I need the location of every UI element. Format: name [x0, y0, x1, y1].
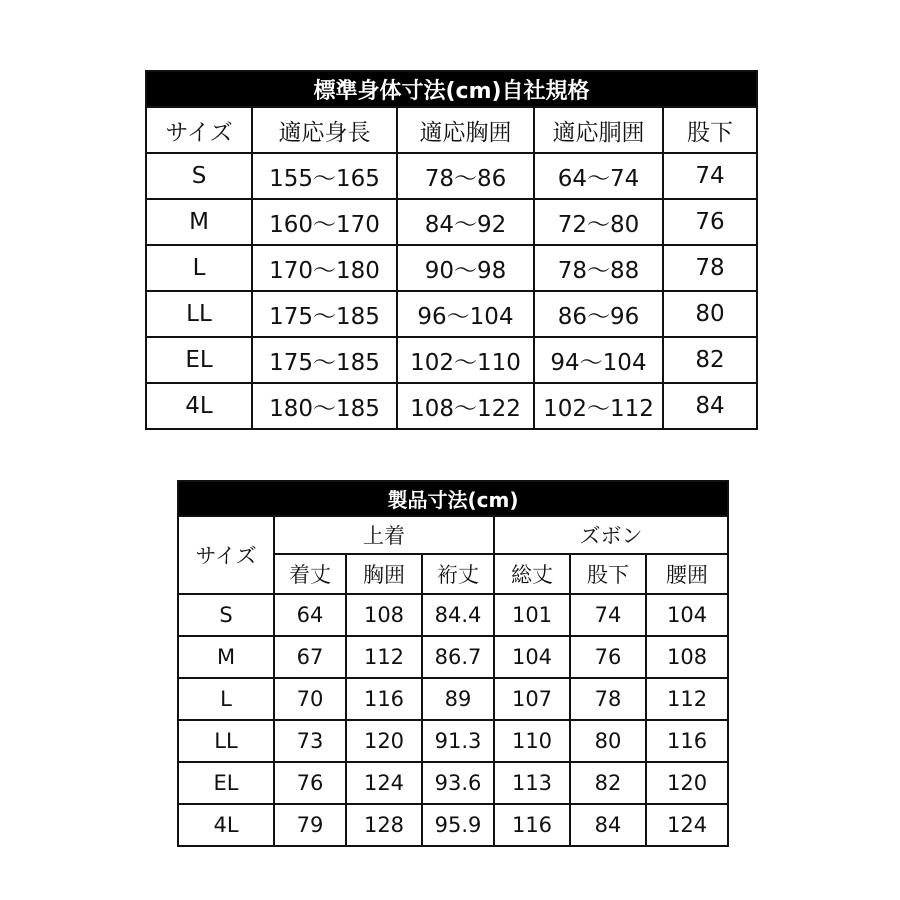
height-cell: 180〜185 — [252, 383, 397, 429]
chest-cell: 84〜92 — [397, 199, 534, 245]
header-sleeve: 裄丈 — [422, 554, 494, 594]
size-cell: LL — [146, 291, 252, 337]
height-cell: 175〜185 — [252, 337, 397, 383]
inseam-cell: 74 — [663, 153, 757, 199]
chest-cell: 78〜86 — [397, 153, 534, 199]
total-length-cell: 116 — [494, 804, 570, 846]
header-inseam: 股下 — [570, 554, 646, 594]
size-cell: M — [178, 636, 274, 678]
hip-cell: 108 — [646, 636, 728, 678]
group-pants: ズボン — [494, 516, 728, 554]
table-row — [146, 245, 757, 291]
table-row — [178, 594, 728, 636]
inseam-cell: 78 — [570, 678, 646, 720]
size-cell: S — [178, 594, 274, 636]
size-cell: L — [178, 678, 274, 720]
header-waist: 適応胴囲 — [534, 107, 663, 153]
chest-cell: 96〜104 — [397, 291, 534, 337]
sleeve-cell: 84.4 — [422, 594, 494, 636]
hip-cell: 104 — [646, 594, 728, 636]
table-row — [146, 199, 757, 245]
size-cell: 4L — [178, 804, 274, 846]
length-cell: 70 — [274, 678, 346, 720]
size-cell: EL — [146, 337, 252, 383]
table-row — [178, 720, 728, 762]
product-size-table — [177, 480, 729, 847]
length-cell: 73 — [274, 720, 346, 762]
standard-table-title: 標準身体寸法(cm)自社規格 — [146, 71, 757, 107]
table-row — [178, 762, 728, 804]
inseam-cell: 80 — [570, 720, 646, 762]
height-cell: 155〜165 — [252, 153, 397, 199]
chest-cell: 116 — [346, 678, 422, 720]
sleeve-cell: 95.9 — [422, 804, 494, 846]
table-row — [146, 153, 757, 199]
header-size: サイズ — [146, 107, 252, 153]
length-cell: 67 — [274, 636, 346, 678]
header-inseam: 股下 — [663, 107, 757, 153]
header-height: 適応身長 — [252, 107, 397, 153]
table-row — [146, 383, 757, 429]
table-row — [178, 636, 728, 678]
header-hip: 腰囲 — [646, 554, 728, 594]
product-group-row — [178, 516, 728, 554]
chest-cell: 124 — [346, 762, 422, 804]
hip-cell: 116 — [646, 720, 728, 762]
size-cell: EL — [178, 762, 274, 804]
size-cell: S — [146, 153, 252, 199]
table-row — [146, 337, 757, 383]
header-length: 着丈 — [274, 554, 346, 594]
hip-cell: 120 — [646, 762, 728, 804]
total-length-cell: 107 — [494, 678, 570, 720]
waist-cell: 94〜104 — [534, 337, 663, 383]
size-cell: 4L — [146, 383, 252, 429]
size-cell: M — [146, 199, 252, 245]
total-length-cell: 104 — [494, 636, 570, 678]
inseam-cell: 76 — [663, 199, 757, 245]
inseam-cell: 74 — [570, 594, 646, 636]
inseam-cell: 76 — [570, 636, 646, 678]
chest-cell: 128 — [346, 804, 422, 846]
header-chest: 適応胸囲 — [397, 107, 534, 153]
header-chest: 胸囲 — [346, 554, 422, 594]
chest-cell: 108 — [346, 594, 422, 636]
chest-cell: 112 — [346, 636, 422, 678]
sleeve-cell: 93.6 — [422, 762, 494, 804]
height-cell: 175〜185 — [252, 291, 397, 337]
sleeve-cell: 91.3 — [422, 720, 494, 762]
hip-cell: 112 — [646, 678, 728, 720]
group-jacket: 上着 — [274, 516, 494, 554]
size-cell: L — [146, 245, 252, 291]
standard-header-row — [146, 107, 757, 153]
waist-cell: 102〜112 — [534, 383, 663, 429]
sleeve-cell: 89 — [422, 678, 494, 720]
header-size: サイズ — [178, 516, 274, 594]
header-total-length: 総丈 — [494, 554, 570, 594]
height-cell: 170〜180 — [252, 245, 397, 291]
waist-cell: 72〜80 — [534, 199, 663, 245]
inseam-cell: 84 — [570, 804, 646, 846]
total-length-cell: 113 — [494, 762, 570, 804]
chest-cell: 90〜98 — [397, 245, 534, 291]
waist-cell: 64〜74 — [534, 153, 663, 199]
waist-cell: 86〜96 — [534, 291, 663, 337]
chest-cell: 120 — [346, 720, 422, 762]
product-table-title: 製品寸法(cm) — [178, 481, 728, 516]
inseam-cell: 82 — [570, 762, 646, 804]
length-cell: 79 — [274, 804, 346, 846]
inseam-cell: 82 — [663, 337, 757, 383]
size-cell: LL — [178, 720, 274, 762]
inseam-cell: 84 — [663, 383, 757, 429]
inseam-cell: 80 — [663, 291, 757, 337]
height-cell: 160〜170 — [252, 199, 397, 245]
chest-cell: 108〜122 — [397, 383, 534, 429]
length-cell: 64 — [274, 594, 346, 636]
total-length-cell: 110 — [494, 720, 570, 762]
table-row — [178, 804, 728, 846]
standard-size-table — [145, 70, 758, 430]
sleeve-cell: 86.7 — [422, 636, 494, 678]
inseam-cell: 78 — [663, 245, 757, 291]
table-row — [178, 678, 728, 720]
table-row — [146, 291, 757, 337]
waist-cell: 78〜88 — [534, 245, 663, 291]
total-length-cell: 101 — [494, 594, 570, 636]
chest-cell: 102〜110 — [397, 337, 534, 383]
length-cell: 76 — [274, 762, 346, 804]
hip-cell: 124 — [646, 804, 728, 846]
